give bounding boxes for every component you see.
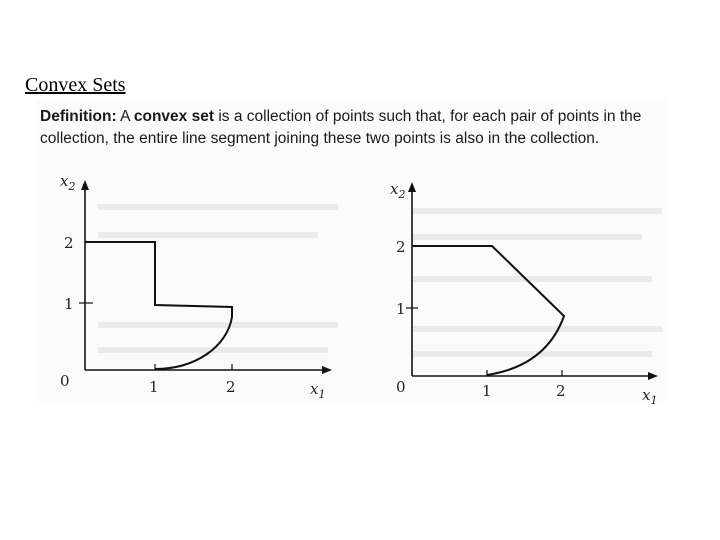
y-tick-label-2: 2 xyxy=(64,234,74,252)
definition-lead: A xyxy=(120,108,130,125)
definition-line-1-rest: is a collection of points such that, for each pair of points in the xyxy=(218,108,642,125)
definition-term: convex set xyxy=(133,108,215,125)
x-tick-label-1: 1 xyxy=(482,382,492,400)
x-axis-arrow xyxy=(322,366,332,374)
slide-title: Convex Sets xyxy=(25,74,126,96)
y-tick-label-2: 2 xyxy=(396,238,406,256)
y-axis-label: $x_2$ xyxy=(60,172,76,193)
origin-label: 0 xyxy=(396,378,406,396)
x-axis-arrow xyxy=(648,372,658,380)
x-tick-label-2: 2 xyxy=(226,378,236,396)
origin-label: 0 xyxy=(60,372,70,390)
x-axis-label: $x_1$ xyxy=(642,386,658,406)
y-axis-label: $x_2$ xyxy=(390,180,406,201)
y-axis-arrow xyxy=(81,180,89,190)
definition-label: Definition: xyxy=(40,108,117,125)
definition-line-2: collection, the entire line segment joining these two points is also in the collection. xyxy=(40,130,600,147)
y-tick-label-1: 1 xyxy=(396,300,406,318)
y-axis-arrow xyxy=(408,182,416,192)
x-axis-label: $x_1$ xyxy=(310,380,326,401)
x-tick-label-2: 2 xyxy=(556,382,566,400)
definition-line-1 xyxy=(40,106,650,128)
x-tick-label-1: 1 xyxy=(149,378,159,396)
figure-nonconvex-set xyxy=(50,172,350,407)
definition-text xyxy=(40,106,650,150)
figure-convex-set xyxy=(372,176,672,411)
y-tick-label-1: 1 xyxy=(64,295,74,313)
